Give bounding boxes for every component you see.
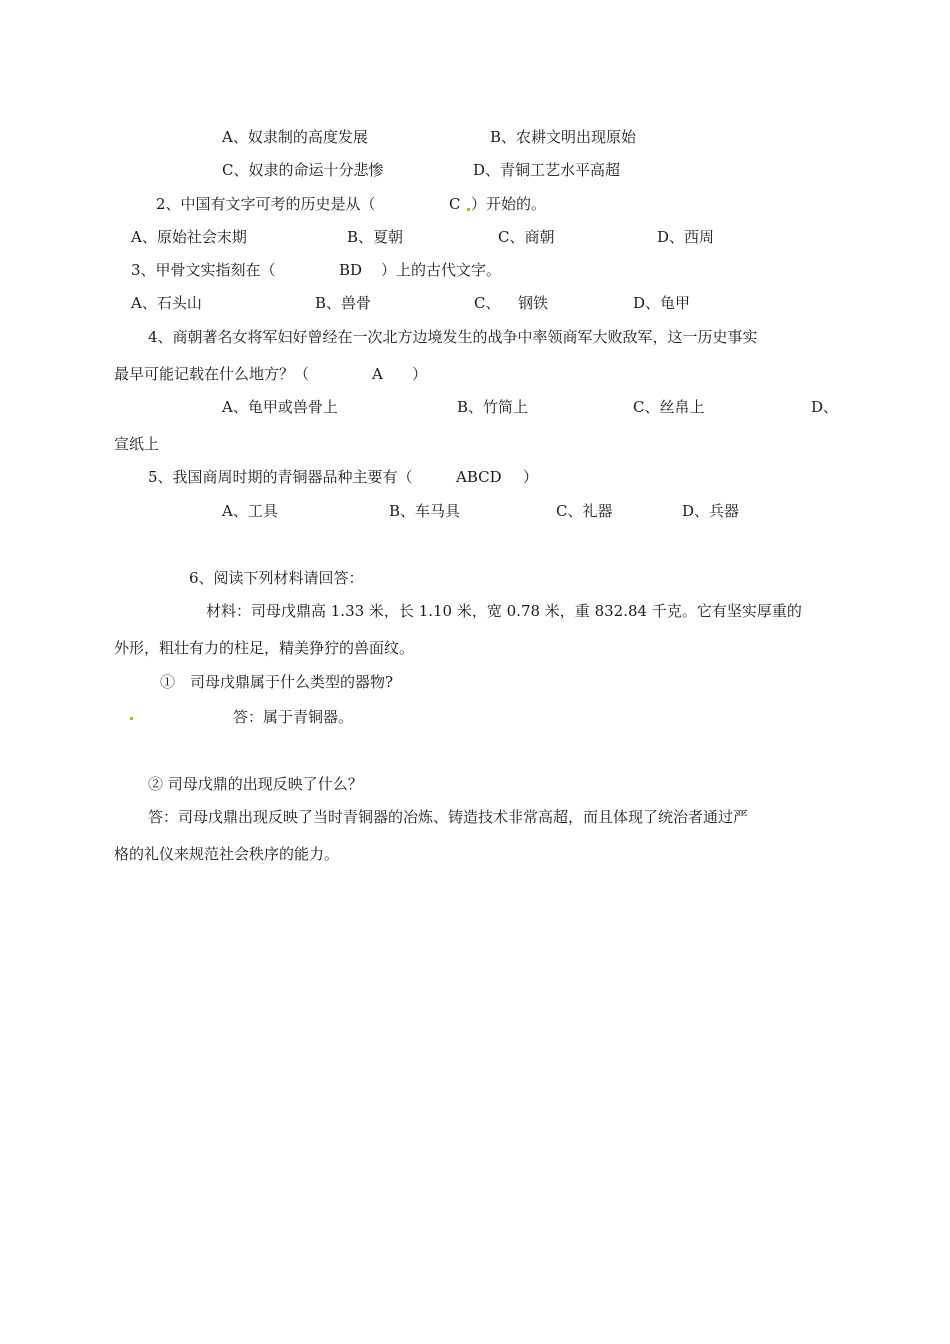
q4-answer: A	[372, 365, 383, 383]
q4-stem-line1: 4、商朝著名女将军妇好曾经在一次北方边境发生的战争中率领商军大败敌军，这一历史事实	[148, 328, 758, 346]
q4-option-a: A、龟甲或兽骨上	[222, 398, 338, 416]
q3-option-c-text: 钢铁	[518, 294, 549, 312]
q4-option-c: C、丝帛上	[633, 398, 705, 416]
q6-title: 6、阅读下列材料请回答：	[189, 569, 364, 587]
q6-material-line2: 外形，粗壮有力的柱足，精美狰狞的兽面纹。	[114, 639, 415, 657]
q2-answer: C	[449, 195, 461, 213]
q2-option-c: C、商朝	[498, 228, 555, 246]
q6-sub2-question: ② 司母戊鼎的出现反映了什么？	[148, 775, 363, 793]
q1-option-a: A、奴隶制的高度发展	[222, 128, 368, 146]
q5-stem-end: ）	[523, 468, 539, 486]
q2-option-d: D、西周	[657, 228, 715, 246]
q3-option-a: A、石头山	[131, 294, 202, 312]
q3-stem-end: ）上的古代文字。	[381, 261, 502, 279]
q1-option-c: C、奴隶的命运十分悲惨	[222, 161, 384, 179]
q6-sub2-answer-line2: 格的礼仪来规范社会秩序的能力。	[114, 845, 340, 863]
q4-option-b: B、竹简上	[457, 398, 529, 416]
q1-option-d: D、青铜工艺水平高超	[473, 161, 621, 179]
yellow-dot-mark	[130, 717, 133, 720]
q2-stem-start: 2、中国有文字可考的历史是从（	[156, 195, 376, 213]
q2-option-a: A、原始社会末期	[131, 228, 247, 246]
yellow-dot-mark	[467, 208, 470, 211]
q3-option-b: B、兽骨	[315, 294, 372, 312]
q6-sub2-answer-line1: 答：司母戊鼎出现反映了当时青铜器的冶炼、铸造技术非常高超，而且体现了统治者通过严	[148, 808, 749, 826]
q5-option-d: D、兵器	[682, 502, 740, 520]
q5-option-a: A、工具	[222, 502, 278, 520]
q2-option-b: B、夏朝	[347, 228, 404, 246]
q6-sub1-answer: 答：属于青铜器。	[233, 708, 354, 726]
q3-answer: BD	[339, 261, 363, 279]
q2-stem-end: ）开始的。	[471, 195, 547, 213]
q5-answer: ABCD	[456, 468, 502, 486]
q4-stem-line2-end: ）	[412, 365, 428, 383]
q6-sub1-question: ① 司母戊鼎属于什么类型的器物?	[160, 673, 394, 691]
q5-option-c: C、礼器	[556, 502, 613, 520]
q4-option-d-continued: 宣纸上	[114, 435, 160, 453]
q1-option-b: B、农耕文明出现原始	[490, 128, 637, 146]
q3-stem-start: 3、甲骨文实指刻在（	[131, 261, 276, 279]
q4-option-d: D、	[811, 398, 839, 416]
q3-option-c: C、	[474, 294, 501, 312]
q3-option-d: D、龟甲	[633, 294, 691, 312]
q5-option-b: B、车马具	[389, 502, 461, 520]
q6-material-line1: 材料：司母戊鼎高 1.33 米，长 1.10 米，宽 0.78 米，重 832.84 千克。它有坚实厚重的	[206, 602, 802, 620]
q5-stem-start: 5、我国商周时期的青铜器品种主要有（	[148, 468, 413, 486]
q4-stem-line2-start: 最早可能记载在什么地方？（	[114, 365, 310, 383]
